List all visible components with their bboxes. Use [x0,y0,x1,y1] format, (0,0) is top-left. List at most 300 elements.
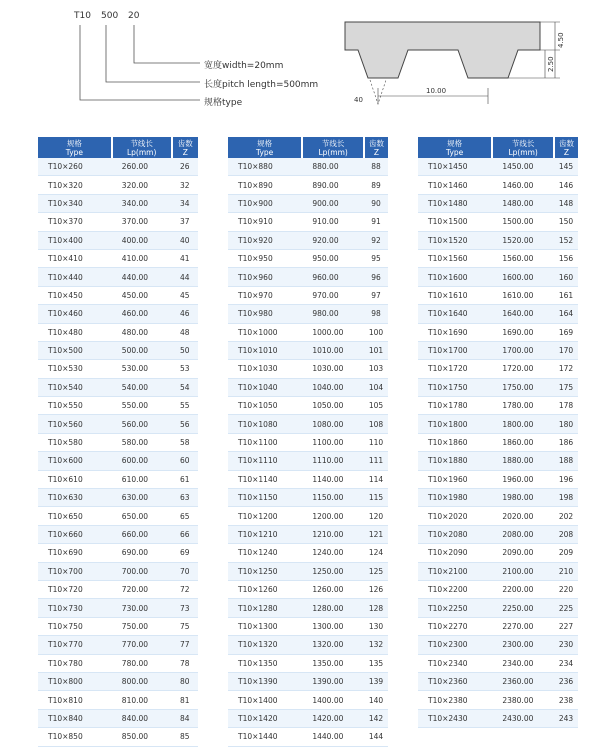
table-row [418,452,578,470]
cell-length: 1300.00 [302,617,364,635]
cell-teeth: 198 [554,489,578,507]
cell-type: T10×2090 [418,544,492,562]
spec-table-3 [418,137,578,728]
table-row [228,176,388,194]
cell-teeth: 92 [364,231,388,249]
cell-type: T10×1400 [228,691,302,709]
table-row [418,580,578,598]
cell-length: 840.00 [112,709,172,727]
cell-type: T10×1520 [418,231,492,249]
cell-type: T10×650 [38,507,112,525]
table-row [418,489,578,507]
cell-teeth: 130 [364,617,388,635]
cell-teeth: 96 [364,268,388,286]
cell-type: T10×700 [38,562,112,580]
table-row [418,617,578,635]
cell-teeth: 125 [364,562,388,580]
table-row [38,194,198,212]
cell-type: T10×1250 [228,562,302,580]
cell-teeth: 40 [172,231,198,249]
cell-teeth: 152 [554,231,578,249]
table-row [418,507,578,525]
code-type: T10 [74,11,91,21]
cell-type: T10×2360 [418,672,492,690]
table-row [228,415,388,433]
cell-length: 1800.00 [492,415,554,433]
table-row [418,194,578,212]
table-row [38,360,198,378]
cell-length: 2250.00 [492,599,554,617]
cell-length: 730.00 [112,599,172,617]
cell-length: 2380.00 [492,691,554,709]
table-row [38,213,198,231]
cell-length: 1400.00 [302,691,364,709]
cell-length: 1450.00 [492,158,554,176]
cell-teeth: 97 [364,286,388,304]
cell-teeth: 26 [172,158,198,176]
cell-type: T10×1050 [228,397,302,415]
table-row [418,231,578,249]
table-row [418,544,578,562]
cell-type: T10×910 [228,213,302,231]
cell-length: 2300.00 [492,636,554,654]
cell-length: 1110.00 [302,452,364,470]
table-row [38,415,198,433]
cell-type: T10×610 [38,470,112,488]
cell-type: T10×2020 [418,507,492,525]
cell-type: T10×1960 [418,470,492,488]
cell-length: 1140.00 [302,470,364,488]
table-row [38,654,198,672]
cell-teeth: 73 [172,599,198,617]
cell-type: T10×1420 [228,709,302,727]
header-teeth: 齿数 Z [554,137,578,158]
table-row [228,194,388,212]
table-row [38,470,198,488]
table-row [418,360,578,378]
dim-tooth-label: 2.50 [547,56,555,72]
cell-length: 1750.00 [492,378,554,396]
cell-type: T10×1260 [228,580,302,598]
cell-teeth: 178 [554,397,578,415]
table-row [228,617,388,635]
cell-length: 440.00 [112,268,172,286]
code-width: 20 [128,11,140,21]
cell-length: 2340.00 [492,654,554,672]
cell-length: 1560.00 [492,249,554,267]
table-row [418,249,578,267]
cell-teeth: 160 [554,268,578,286]
cell-teeth: 156 [554,249,578,267]
cell-type: T10×1080 [228,415,302,433]
cell-teeth: 146 [554,176,578,194]
cell-teeth: 115 [364,489,388,507]
cell-type: T10×880 [228,158,302,176]
cell-teeth: 225 [554,599,578,617]
cell-teeth: 69 [172,544,198,562]
cell-teeth: 70 [172,562,198,580]
cell-length: 550.00 [112,397,172,415]
table-row [38,525,198,543]
cell-teeth: 209 [554,544,578,562]
cell-teeth: 53 [172,360,198,378]
table-row [228,360,388,378]
cell-length: 1280.00 [302,599,364,617]
cell-teeth: 85 [172,728,198,746]
cell-type: T10×2430 [418,709,492,727]
table-row [38,489,198,507]
table-row [418,415,578,433]
cell-teeth: 230 [554,636,578,654]
cell-type: T10×340 [38,194,112,212]
table-row [228,268,388,286]
cell-type: T10×1750 [418,378,492,396]
cell-length: 1420.00 [302,709,364,727]
spec-table-1 [38,137,198,747]
cell-teeth: 41 [172,249,198,267]
cell-length: 920.00 [302,231,364,249]
cell-type: T10×720 [38,580,112,598]
cell-teeth: 100 [364,323,388,341]
cell-teeth: 243 [554,709,578,727]
table-row [38,323,198,341]
cell-teeth: 37 [172,213,198,231]
cell-length: 1010.00 [302,341,364,359]
header-length: 节线长 Lp(mm) [492,137,554,158]
dim-height-label: 4.50 [557,32,565,48]
cell-length: 1150.00 [302,489,364,507]
table-row [228,507,388,525]
cell-length: 260.00 [112,158,172,176]
header-type: 规格 Type [228,137,302,158]
table-row [418,378,578,396]
table-row [38,544,198,562]
table-row [418,158,578,176]
cell-type: T10×730 [38,599,112,617]
cell-length: 650.00 [112,507,172,525]
table-row [418,176,578,194]
cell-type: T10×890 [228,176,302,194]
table-row [38,231,198,249]
cell-type: T10×1500 [418,213,492,231]
table-row [418,470,578,488]
table-row [228,249,388,267]
cell-length: 2270.00 [492,617,554,635]
cell-teeth: 238 [554,691,578,709]
cell-type: T10×580 [38,433,112,451]
cell-type: T10×1860 [418,433,492,451]
cell-type: T10×370 [38,213,112,231]
table-row [38,305,198,323]
table-row [38,433,198,451]
cell-type: T10×2270 [418,617,492,635]
header-teeth: 齿数 Z [364,137,388,158]
table-row [418,268,578,286]
cell-length: 750.00 [112,617,172,635]
cell-type: T10×800 [38,672,112,690]
cell-teeth: 101 [364,341,388,359]
cell-length: 630.00 [112,489,172,507]
cell-type: T10×600 [38,452,112,470]
cell-type: T10×1480 [418,194,492,212]
cell-type: T10×1140 [228,470,302,488]
cell-teeth: 170 [554,341,578,359]
cell-teeth: 175 [554,378,578,396]
cell-teeth: 81 [172,691,198,709]
cell-type: T10×1690 [418,323,492,341]
table-row [418,213,578,231]
cell-teeth: 139 [364,672,388,690]
cell-length: 880.00 [302,158,364,176]
cell-teeth: 124 [364,544,388,562]
cell-teeth: 150 [554,213,578,231]
cell-teeth: 161 [554,286,578,304]
cell-type: T10×1210 [228,525,302,543]
table-row [228,599,388,617]
cell-type: T10×1800 [418,415,492,433]
cell-length: 1440.00 [302,728,364,746]
cell-teeth: 180 [554,415,578,433]
belt-profile-diagram [340,10,590,110]
table-row [228,323,388,341]
cell-length: 560.00 [112,415,172,433]
cell-length: 580.00 [112,433,172,451]
cell-teeth: 108 [364,415,388,433]
cell-type: T10×1600 [418,268,492,286]
table-row [38,617,198,635]
cell-length: 600.00 [112,452,172,470]
cell-teeth: 104 [364,378,388,396]
cell-type: T10×900 [228,194,302,212]
cell-teeth: 145 [554,158,578,176]
cell-teeth: 44 [172,268,198,286]
cell-length: 2080.00 [492,525,554,543]
cell-teeth: 114 [364,470,388,488]
table-row [228,341,388,359]
cell-length: 1690.00 [492,323,554,341]
cell-teeth: 148 [554,194,578,212]
cell-teeth: 103 [364,360,388,378]
cell-type: T10×630 [38,489,112,507]
cell-length: 770.00 [112,636,172,654]
cell-type: T10×1320 [228,636,302,654]
cell-length: 1610.00 [492,286,554,304]
cell-type: T10×1010 [228,341,302,359]
cell-teeth: 90 [364,194,388,212]
cell-type: T10×1700 [418,341,492,359]
dim-angle-label: 40 [354,96,363,104]
cell-teeth: 60 [172,452,198,470]
table-row [38,672,198,690]
cell-length: 1960.00 [492,470,554,488]
cell-length: 320.00 [112,176,172,194]
cell-teeth: 140 [364,691,388,709]
table-row [38,249,198,267]
cell-length: 1980.00 [492,489,554,507]
cell-type: T10×1560 [418,249,492,267]
cell-length: 1780.00 [492,397,554,415]
cell-length: 1720.00 [492,360,554,378]
cell-teeth: 84 [172,709,198,727]
table-row [228,525,388,543]
cell-length: 2020.00 [492,507,554,525]
cell-type: T10×1980 [418,489,492,507]
cell-length: 690.00 [112,544,172,562]
table-row [228,452,388,470]
cell-type: T10×1350 [228,654,302,672]
cell-teeth: 227 [554,617,578,635]
table-row [228,654,388,672]
cell-length: 1240.00 [302,544,364,562]
cell-type: T10×1300 [228,617,302,635]
cell-type: T10×1110 [228,452,302,470]
table-row [418,323,578,341]
table-row [418,709,578,727]
cell-type: T10×1030 [228,360,302,378]
cell-type: T10×1280 [228,599,302,617]
code-length: 500 [101,11,119,21]
cell-teeth: 58 [172,433,198,451]
cell-length: 1500.00 [492,213,554,231]
cell-teeth: 65 [172,507,198,525]
table-row [418,341,578,359]
header-teeth: 齿数 Z [172,137,198,158]
cell-teeth: 63 [172,489,198,507]
table-row [418,599,578,617]
cell-teeth: 142 [364,709,388,727]
cell-teeth: 234 [554,654,578,672]
cell-length: 900.00 [302,194,364,212]
cell-length: 1880.00 [492,452,554,470]
legend-length: 长度pitch length=500mm [204,80,319,90]
header-length: 节线长 Lp(mm) [302,137,364,158]
table-row [38,452,198,470]
table-row [38,562,198,580]
cell-length: 610.00 [112,470,172,488]
cell-type: T10×660 [38,525,112,543]
cell-teeth: 88 [364,158,388,176]
cell-teeth: 45 [172,286,198,304]
cell-length: 1080.00 [302,415,364,433]
table-row [228,709,388,727]
header-length: 节线长 Lp(mm) [112,137,172,158]
cell-length: 1390.00 [302,672,364,690]
table-row [38,691,198,709]
cell-teeth: 202 [554,507,578,525]
cell-length: 450.00 [112,286,172,304]
cell-type: T10×770 [38,636,112,654]
legend-width: 宽度width=20mm [204,61,284,71]
cell-type: T10×480 [38,323,112,341]
table-row [228,691,388,709]
cell-teeth: 50 [172,341,198,359]
table-row [38,728,198,746]
cell-type: T10×410 [38,249,112,267]
cell-length: 1520.00 [492,231,554,249]
table-row [228,397,388,415]
cell-teeth: 32 [172,176,198,194]
table-row [418,691,578,709]
table-row [38,176,198,194]
cell-teeth: 196 [554,470,578,488]
cell-type: T10×1150 [228,489,302,507]
cell-teeth: 172 [554,360,578,378]
cell-teeth: 135 [364,654,388,672]
cell-length: 810.00 [112,691,172,709]
cell-length: 400.00 [112,231,172,249]
cell-type: T10×1640 [418,305,492,323]
cell-teeth: 80 [172,672,198,690]
cell-length: 700.00 [112,562,172,580]
table-row [228,489,388,507]
cell-teeth: 89 [364,176,388,194]
cell-teeth: 111 [364,452,388,470]
cell-length: 2360.00 [492,672,554,690]
table-row [38,341,198,359]
cell-type: T10×1440 [228,728,302,746]
cell-length: 850.00 [112,728,172,746]
cell-type: T10×850 [38,728,112,746]
cell-type: T10×920 [228,231,302,249]
cell-type: T10×1610 [418,286,492,304]
cell-type: T10×1040 [228,378,302,396]
cell-length: 2200.00 [492,580,554,598]
cell-length: 480.00 [112,323,172,341]
table-row [418,562,578,580]
cell-type: T10×2340 [418,654,492,672]
table-row [418,397,578,415]
cell-length: 1640.00 [492,305,554,323]
cell-teeth: 66 [172,525,198,543]
cell-type: T10×530 [38,360,112,378]
cell-type: T10×1100 [228,433,302,451]
cell-teeth: 110 [364,433,388,451]
cell-teeth: 95 [364,249,388,267]
table-row [418,654,578,672]
table-row [228,158,388,176]
cell-type: T10×400 [38,231,112,249]
table-row [228,213,388,231]
cell-length: 1000.00 [302,323,364,341]
table-row [228,378,388,396]
table-row [228,544,388,562]
cell-type: T10×260 [38,158,112,176]
belt-profile-shape [345,22,540,78]
cell-length: 1040.00 [302,378,364,396]
cell-length: 1260.00 [302,580,364,598]
cell-type: T10×1390 [228,672,302,690]
table-row [228,470,388,488]
legend-type: 规格type [204,98,243,108]
table-row [38,636,198,654]
cell-length: 1460.00 [492,176,554,194]
cell-type: T10×2080 [418,525,492,543]
cell-teeth: 55 [172,397,198,415]
cell-type: T10×440 [38,268,112,286]
cell-teeth: 46 [172,305,198,323]
table-row [228,580,388,598]
cell-length: 1050.00 [302,397,364,415]
cell-teeth: 126 [364,580,388,598]
cell-length: 500.00 [112,341,172,359]
cell-teeth: 144 [364,728,388,746]
cell-teeth: 54 [172,378,198,396]
cell-length: 950.00 [302,249,364,267]
cell-type: T10×500 [38,341,112,359]
cell-type: T10×1780 [418,397,492,415]
cell-teeth: 169 [554,323,578,341]
cell-teeth: 236 [554,672,578,690]
